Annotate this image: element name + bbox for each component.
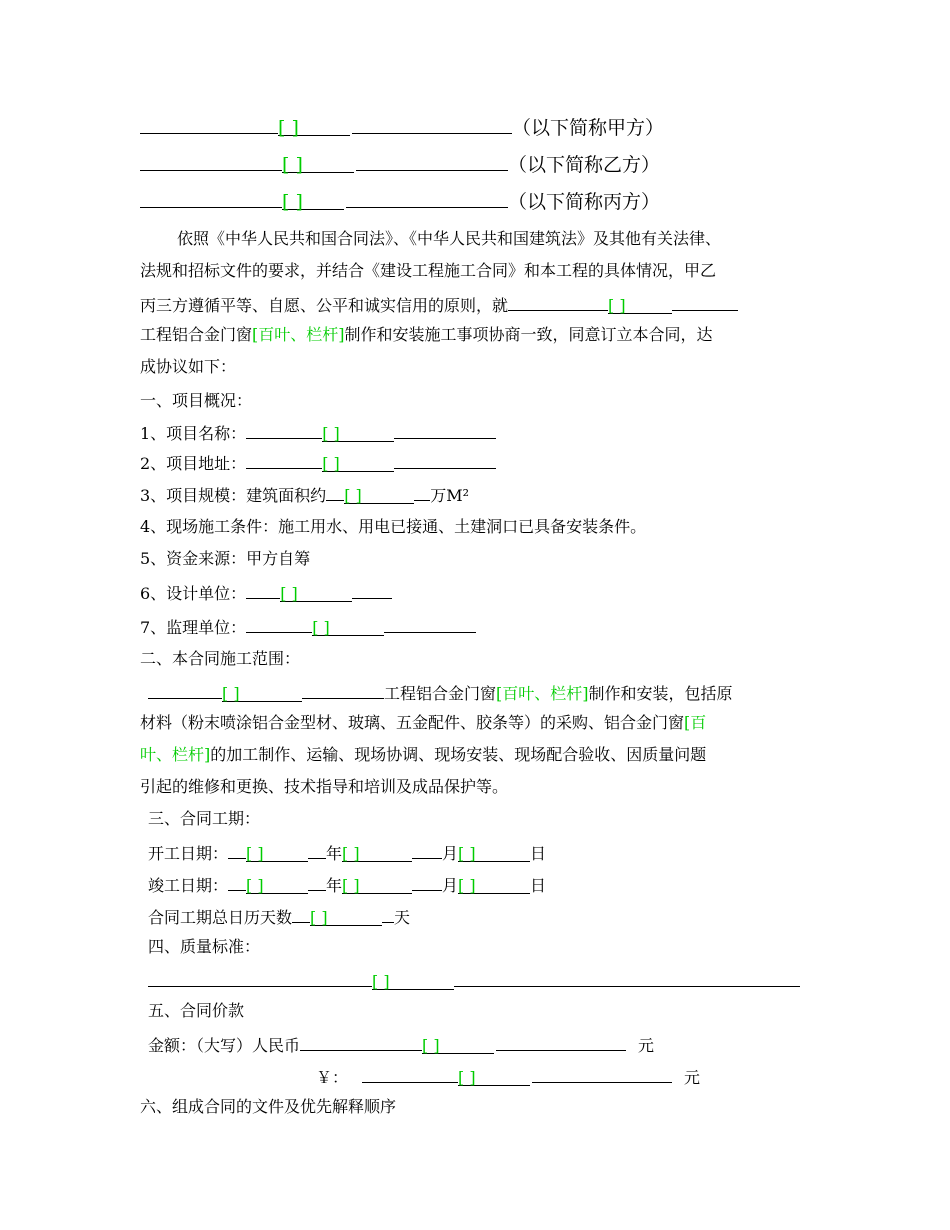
section-4-title: 四、质量标准： <box>148 937 261 956</box>
scope-line-1 <box>148 680 733 705</box>
end-date-line <box>148 872 546 897</box>
project-address-line <box>140 450 496 475</box>
party-a-suffix: （以下简称甲方） <box>512 117 665 139</box>
blank[interactable] <box>496 1032 626 1051</box>
quality-standard-line <box>148 968 800 993</box>
amount-words-line <box>148 1032 654 1057</box>
highlight-text: 叶、栏杆] <box>140 745 211 764</box>
placeholder[interactable]: [ ] <box>312 617 384 636</box>
day-label: 日 <box>530 844 547 863</box>
project-scale-label: 3、项目规模：建筑面积约 <box>140 486 327 505</box>
blank[interactable] <box>292 904 310 923</box>
blank[interactable] <box>362 1064 458 1083</box>
placeholder[interactable]: [ ] <box>342 875 412 894</box>
placeholder[interactable]: [ ] <box>458 843 530 862</box>
party-b-suffix: （以下简称乙方） <box>508 154 661 176</box>
section-5-title: 五、合同价款 <box>148 1001 245 1020</box>
highlight-text: [百叶、栏杆] <box>252 325 345 344</box>
party-c-suffix: （以下简称丙方） <box>508 191 661 213</box>
scope-line-3 <box>140 744 706 766</box>
blank[interactable] <box>148 680 222 699</box>
blank[interactable] <box>246 580 280 599</box>
blank[interactable] <box>672 292 738 311</box>
scope-text: 制作和安装，包括原 <box>588 684 733 703</box>
section-1-title: 一、项目概况： <box>140 391 253 410</box>
supervisor-line <box>140 614 476 639</box>
amount-label: 金额：（大写）人民币 <box>148 1036 301 1055</box>
intro-line-4 <box>140 324 713 346</box>
blank[interactable] <box>308 872 326 891</box>
blank[interactable] <box>412 840 442 859</box>
blank[interactable] <box>346 189 508 208</box>
month-label: 月 <box>442 844 459 863</box>
placeholder[interactable]: [ ] <box>246 843 308 862</box>
placeholder[interactable]: [ ] <box>282 191 344 210</box>
blank[interactable] <box>326 482 344 501</box>
placeholder[interactable]: [ ] <box>246 875 308 894</box>
scope-line-4: 引起的维修和更换、技术指导和培训及成品保护等。 <box>140 777 509 796</box>
placeholder[interactable]: [ ] <box>458 1067 530 1086</box>
blank[interactable] <box>300 1032 422 1051</box>
blank[interactable] <box>148 968 372 987</box>
blank[interactable] <box>384 614 476 633</box>
intro-line-3 <box>140 292 738 317</box>
site-conditions: 4、现场施工条件：施工用水、用电已接通、土建洞口已具备安装条件。 <box>140 517 647 536</box>
blank[interactable] <box>412 872 442 891</box>
blank[interactable] <box>532 1064 672 1083</box>
yuan-unit: 元 <box>638 1036 655 1055</box>
placeholder[interactable]: [ ] <box>282 154 354 173</box>
blank[interactable] <box>454 968 800 987</box>
intro-line-2: 法规和招标文件的要求，并结合《建设工程施工合同》和本工程的具体情况，甲乙 <box>140 261 717 280</box>
placeholder[interactable]: [ ] <box>344 485 414 504</box>
yen-label: ￥： <box>316 1068 349 1087</box>
section-2-title: 二、本合同施工范围： <box>140 649 301 668</box>
placeholder[interactable]: [ ] <box>422 1035 494 1054</box>
blank[interactable] <box>414 482 430 501</box>
blank[interactable] <box>352 115 512 134</box>
project-scale-line <box>140 482 469 507</box>
year-label: 年 <box>326 844 343 863</box>
blank[interactable] <box>302 680 384 699</box>
blank[interactable] <box>394 420 496 439</box>
end-date-label: 竣工日期： <box>148 876 229 895</box>
project-name-line <box>140 420 496 445</box>
yuan-unit: 元 <box>684 1068 701 1087</box>
project-name-label: 1、项目名称： <box>140 424 247 443</box>
blank[interactable] <box>246 614 312 633</box>
blank[interactable] <box>394 450 496 469</box>
highlight-text: [百叶、栏杆] <box>496 684 589 703</box>
blank[interactable] <box>140 115 278 134</box>
scope-text: 工程铝合金门窗 <box>384 684 497 703</box>
scope-line-2 <box>140 712 706 734</box>
intro-text: 丙三方遵循平等、自愿、公平和诚实信用的原则，就 <box>140 296 509 315</box>
start-date-line <box>148 840 546 865</box>
placeholder[interactable]: [ ] <box>322 453 394 472</box>
placeholder[interactable]: [ ] <box>278 117 350 136</box>
placeholder[interactable]: [ ] <box>458 875 530 894</box>
placeholder[interactable]: [ ] <box>608 295 672 314</box>
amount-figures-line <box>316 1064 700 1089</box>
project-address-label: 2、项目地址： <box>140 454 247 473</box>
month-label: 月 <box>442 876 459 895</box>
day-label: 日 <box>530 876 547 895</box>
party-a-line <box>140 115 664 139</box>
blank[interactable] <box>246 450 322 469</box>
placeholder[interactable]: [ ] <box>342 843 412 862</box>
start-date-label: 开工日期： <box>148 844 229 863</box>
total-days-label: 合同工期总日历天数 <box>148 908 293 927</box>
blank[interactable] <box>308 840 326 859</box>
section-6-title: 六、组成合同的文件及优先解释顺序 <box>140 1097 397 1116</box>
intro-text: 工程铝合金门窗 <box>140 325 253 344</box>
scope-text: 材料（粉末喷涂铝合金型材、玻璃、五金配件、胶条等）的采购、铝合金门窗 <box>140 713 685 732</box>
scale-unit: 万M² <box>430 486 469 505</box>
supervisor-label: 7、监理单位： <box>140 618 247 637</box>
blank[interactable] <box>228 872 246 891</box>
intro-line-1: 依照《中华人民共和国合同法》、《中华人民共和国建筑法》及其他有关法律、 <box>177 229 722 248</box>
section-3-title: 三、合同工期： <box>148 809 261 828</box>
designer-label: 6、设计单位： <box>140 584 247 603</box>
placeholder[interactable]: [ ] <box>372 971 454 990</box>
highlight-text: [百 <box>684 713 707 732</box>
blank[interactable] <box>246 420 322 439</box>
placeholder[interactable]: [ ] <box>280 583 352 602</box>
placeholder[interactable]: [ ] <box>322 423 394 442</box>
intro-text: 制作和安装施工事项协商一致，同意订立本合同，达 <box>344 325 713 344</box>
intro-line-5: 成协议如下： <box>140 357 237 376</box>
funding-source: 5、资金来源：甲方自筹 <box>140 549 311 568</box>
year-label: 年 <box>326 876 343 895</box>
party-b-line <box>140 152 660 176</box>
blank[interactable] <box>352 580 392 599</box>
party-c-line <box>140 189 660 213</box>
placeholder[interactable]: [ ] <box>222 683 302 702</box>
blank[interactable] <box>356 152 508 171</box>
blank[interactable] <box>508 292 608 311</box>
placeholder[interactable]: [ ] <box>310 907 382 926</box>
days-unit: 天 <box>394 908 411 927</box>
scope-text: 的加工制作、运输、现场协调、现场安装、现场配合验收、因质量问题 <box>210 745 707 764</box>
blank[interactable] <box>382 904 394 923</box>
total-days-line <box>148 904 410 929</box>
blank[interactable] <box>228 840 246 859</box>
blank[interactable] <box>140 152 282 171</box>
blank[interactable] <box>140 189 282 208</box>
designer-line <box>140 580 392 605</box>
